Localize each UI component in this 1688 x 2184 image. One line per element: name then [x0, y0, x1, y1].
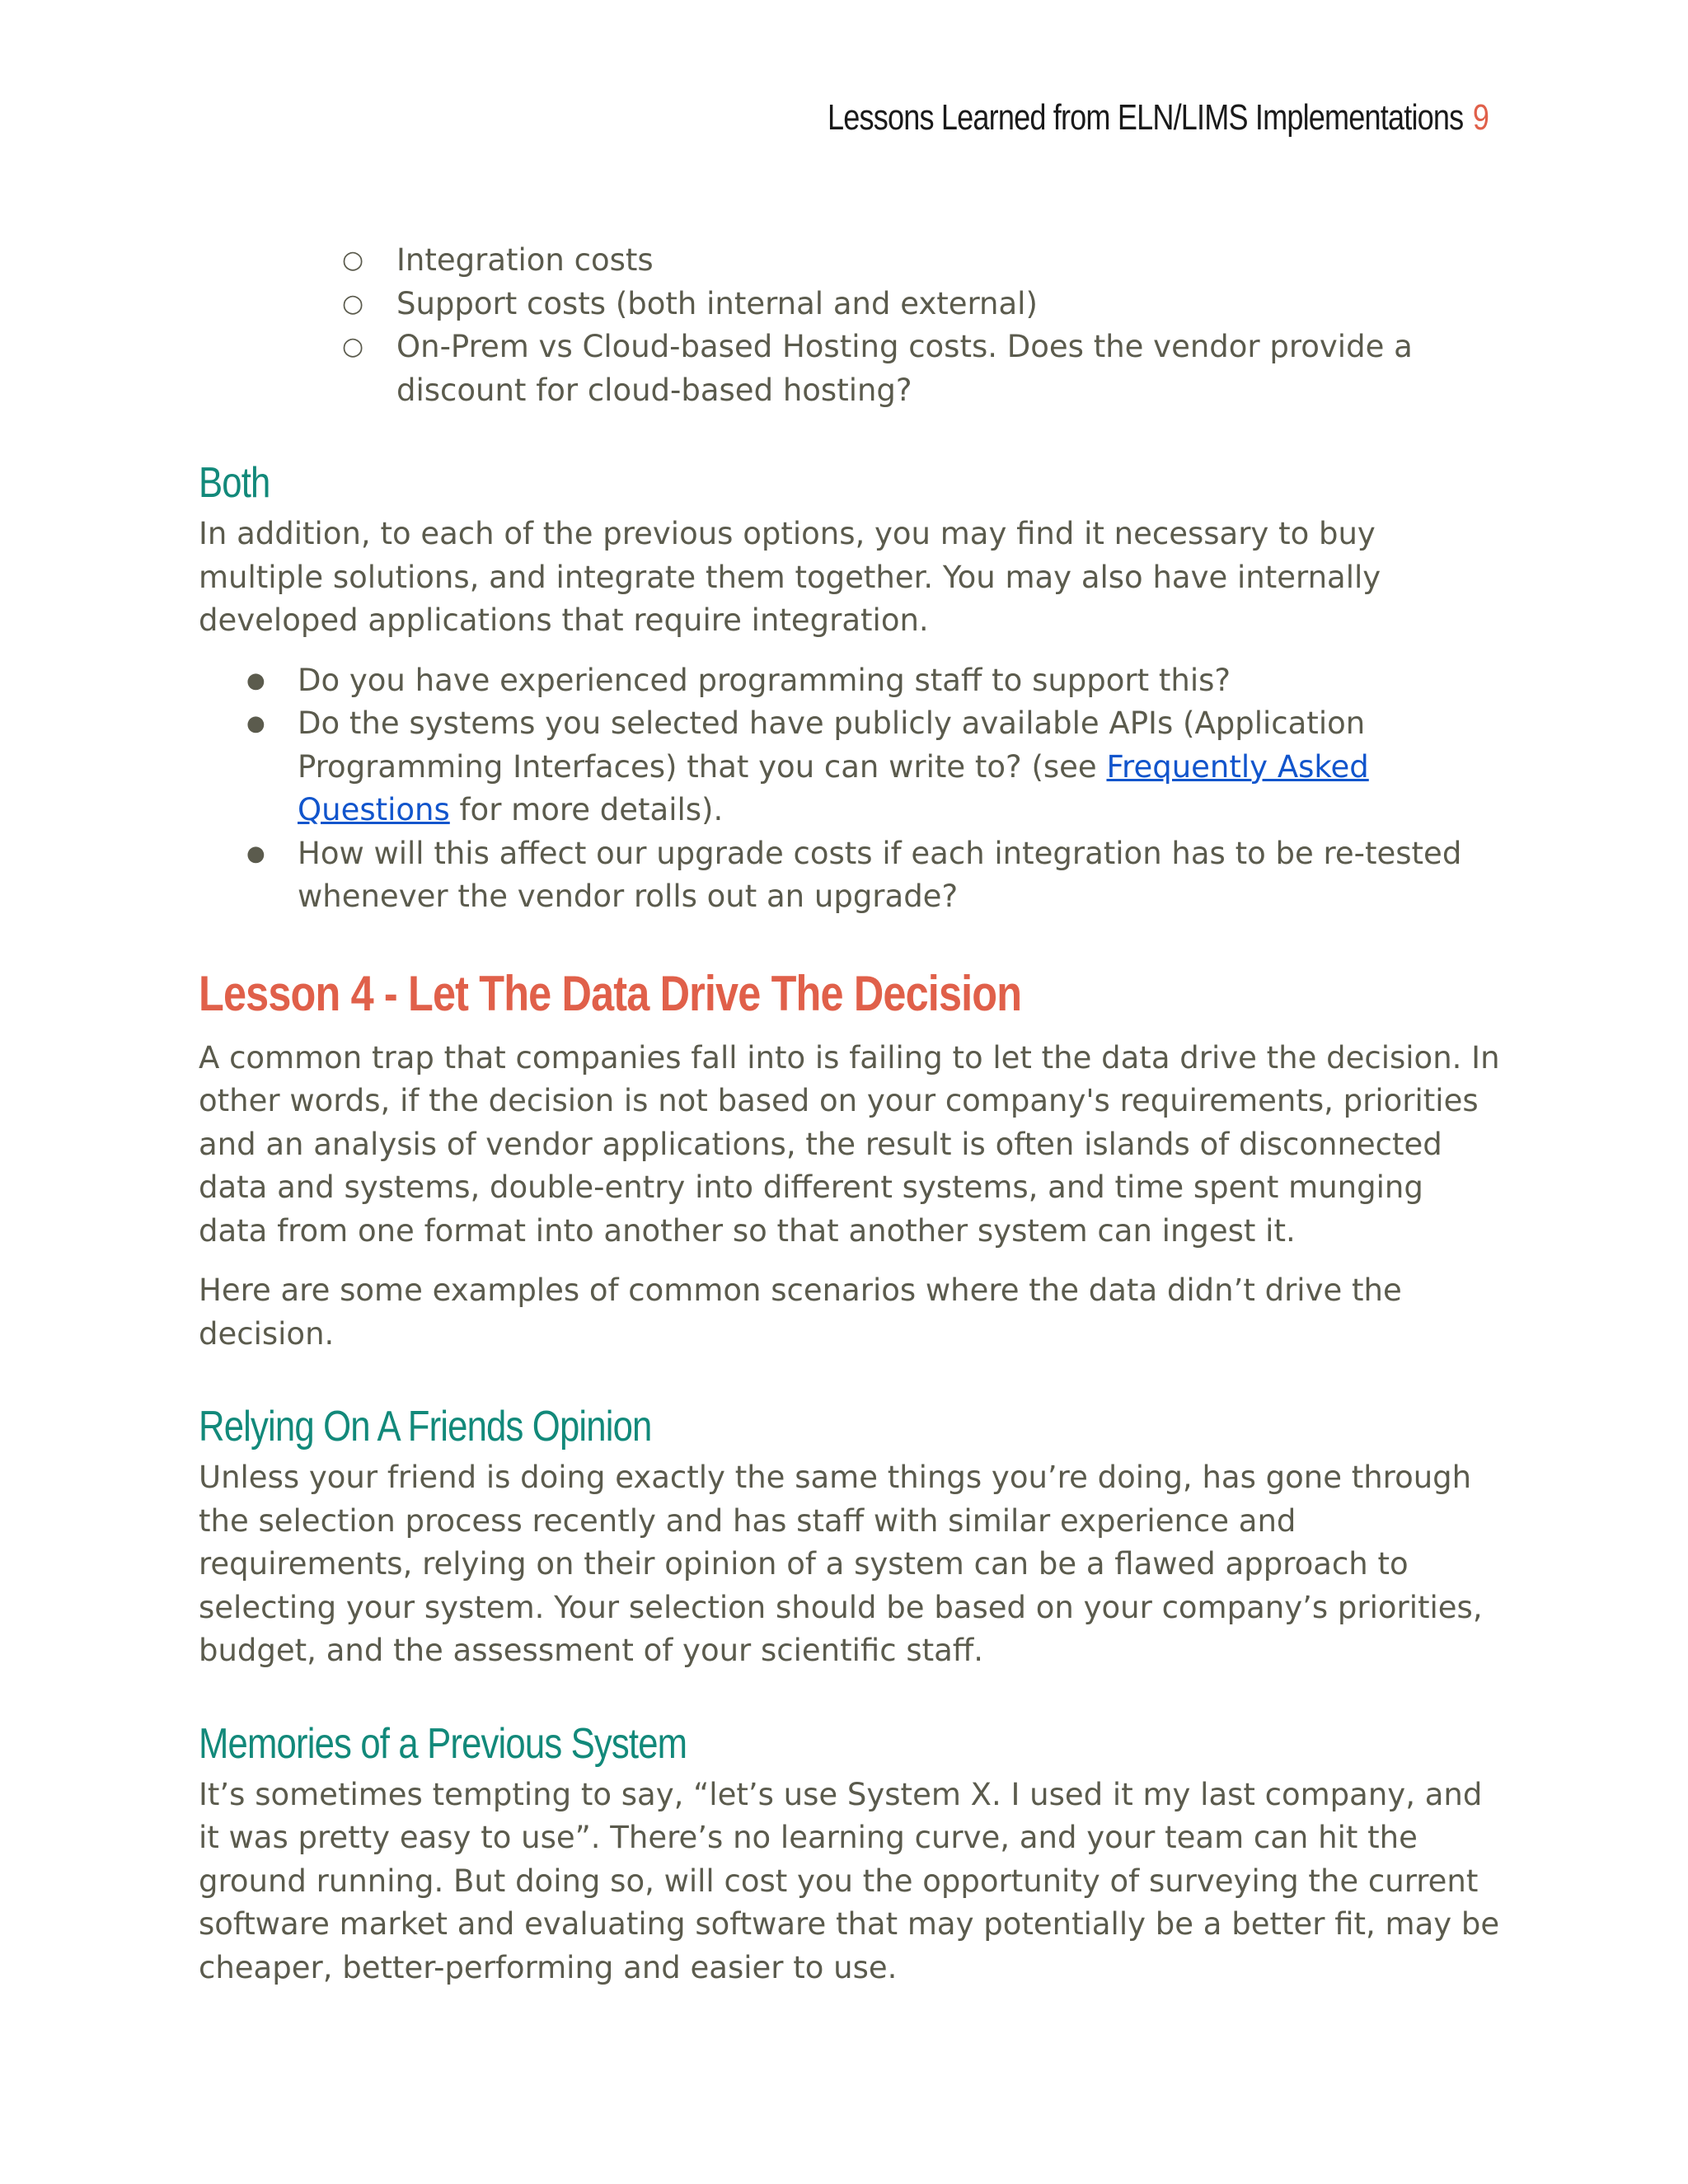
list-item [246, 659, 1501, 703]
integration-questions-list [246, 659, 1501, 919]
section-heading-previous-system: Memories of a Previous System [199, 1719, 687, 1768]
lesson-4-paragraph-2: Here are some examples of common scenarios where the data didn’t drive the decision. [199, 1272, 1402, 1352]
section-heading-both: Both [199, 459, 270, 507]
list-item [342, 326, 1484, 412]
previous-system-paragraph: It’s sometimes tempting to say, “let’s use System X. I used it my last company, and it was pretty easy to use”. There’s no learning curve, and your team can hit the ground running. But doing so, will cost you the opportunity of surveying the current software market and evaluating software that may potentially be a better fit, may be cheaper, better-performing and easier to use. [199, 1776, 1500, 1985]
list-item [342, 239, 1484, 283]
lesson-4-paragraph-1: A common trap that companies fall into is failing to let the data drive the decision. In other words, if the decision is not based on your company's requirements, priorities and an analysis of vendor applications, the result is often islands of disconnected data and systems, double-entry into different systems, and time spent munging data from one format into another so that another system can ingest it. [199, 1039, 1500, 1249]
list-item-text: Integration costs [396, 242, 654, 278]
list-item-text: Support costs (both internal and external) [396, 285, 1038, 321]
list-item-text: How will this affect our upgrade costs if each integration has to be re-tested whenever the vendor rolls out an upgrade? [298, 835, 1462, 914]
list-item [246, 832, 1501, 919]
filled-bullet-icon: ● [246, 711, 265, 736]
hollow-circle-bullet-icon: ○ [342, 288, 364, 318]
lesson-4-heading: Lesson 4 - Let The Data Drive The Decision [199, 965, 1022, 1021]
hollow-circle-bullet-icon: ○ [342, 246, 364, 274]
hollow-circle-bullet-icon: ○ [342, 332, 364, 361]
filled-bullet-icon: ● [246, 841, 265, 866]
list-item-text-before-link: Do the systems you selected have publicly available APIs (Application Programming Interfaces) that you can write to? (see [298, 705, 1366, 785]
friends-opinion-paragraph: Unless your friend is doing exactly the same things you’re doing, has gone through the selection process recently and has staff with similar experience and requirements, relying on their opinion of a system can be a flawed approach to selecting your system. Your selection should be based on your company’s priorities, budget, and the assessment of your scientific staff. [199, 1460, 1483, 1668]
page-content [199, 239, 1501, 1990]
list-item-text: On-Prem vs Cloud-based Hosting costs. Does the vendor provide a discount for cloud-based hosting? [396, 329, 1413, 408]
page-number: 9 [1472, 97, 1489, 138]
list-item-text-after-link: for more details). [449, 792, 724, 827]
cost-items-list [342, 239, 1501, 412]
list-item-text: Do you have experienced programming staff to support this? [298, 662, 1231, 698]
header-title: Lessons Learned from ELN/LIMS Implementations [827, 97, 1464, 138]
running-header [828, 97, 1489, 138]
filled-bullet-icon: ● [246, 668, 265, 693]
section-heading-friends-opinion: Relying On A Friends Opinion [199, 1403, 652, 1451]
list-item [246, 702, 1501, 832]
faq-link[interactable]: Frequently Asked Questions [298, 748, 1369, 827]
list-item [342, 283, 1484, 326]
both-paragraph: In addition, to each of the previous options, you may find it necessary to buy multiple solutions, and integrate them together. You may also have internally developed applications that require integration. [199, 516, 1381, 638]
